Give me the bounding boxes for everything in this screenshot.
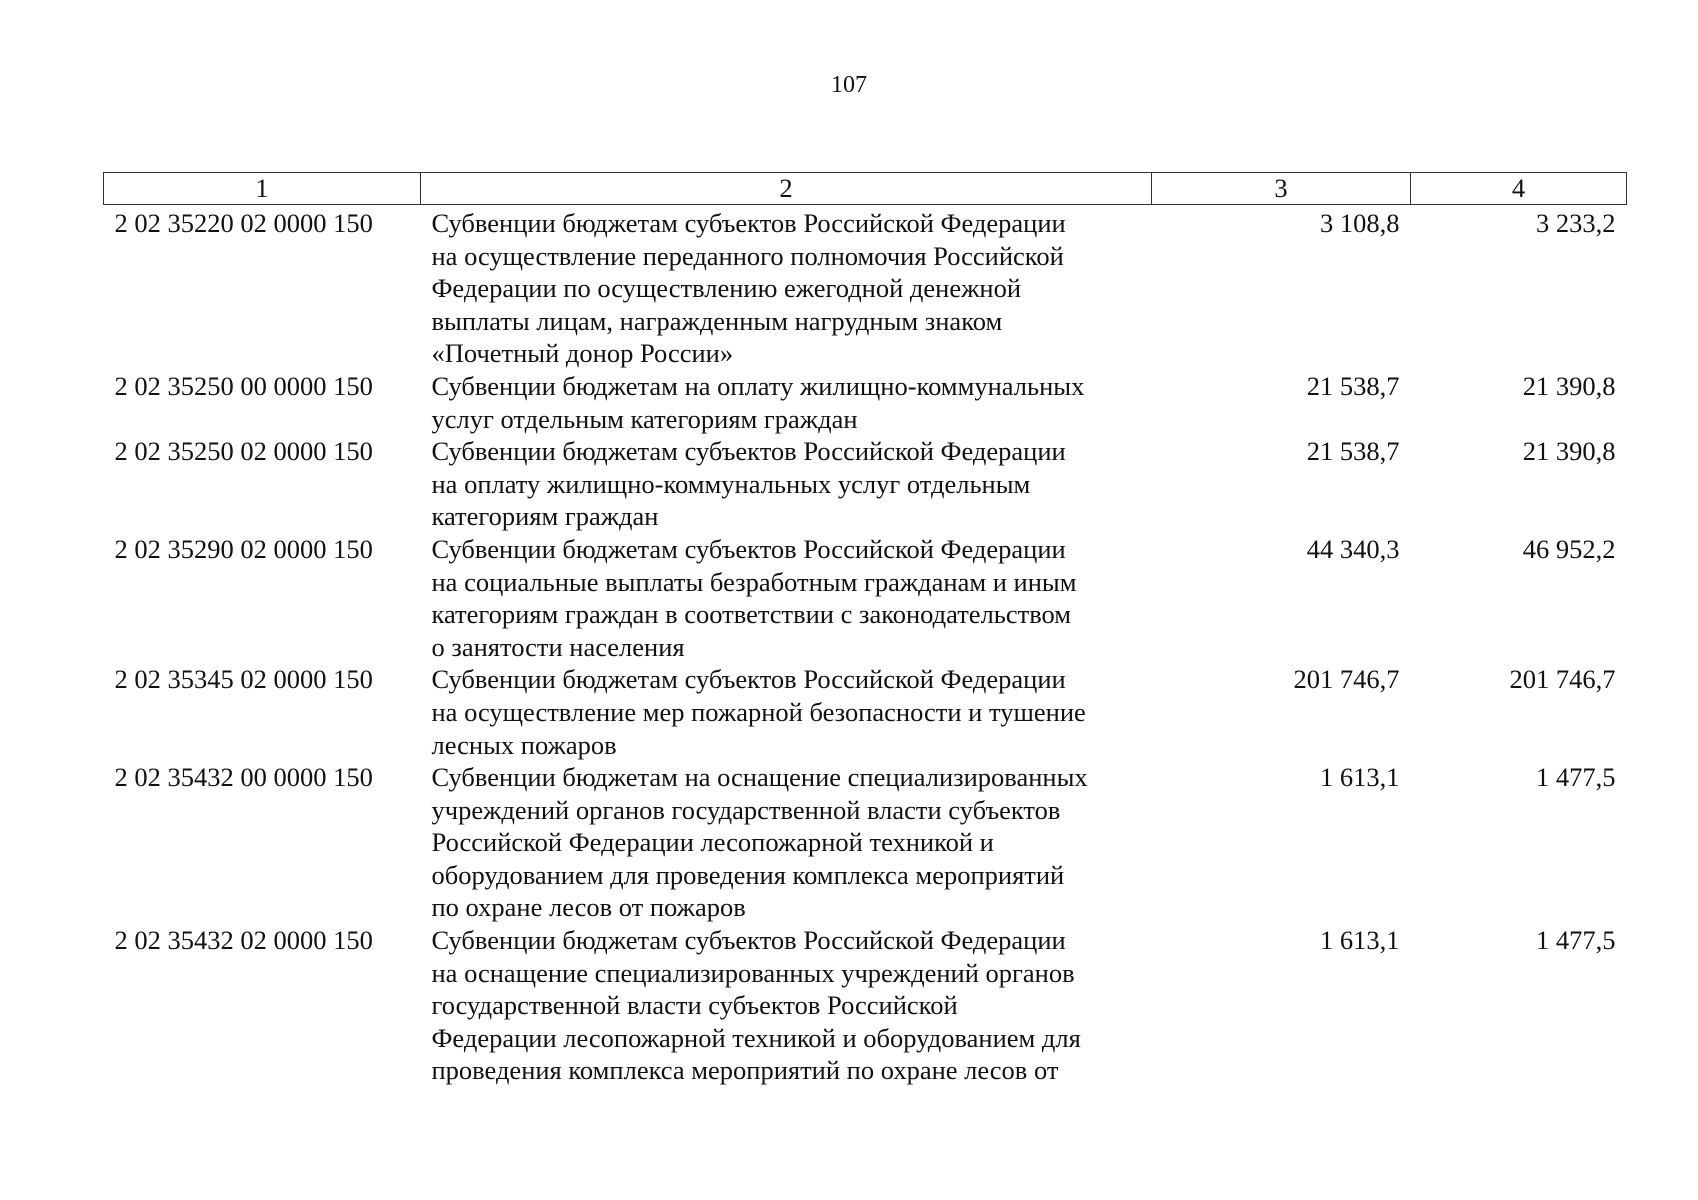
income-description xyxy=(421,924,1152,1087)
amount-col-3: 1 613,1 xyxy=(1320,925,1400,956)
table-row xyxy=(104,370,1627,435)
description-line: категориям граждан в соответствии с законодательством xyxy=(431,599,1072,630)
amount-col-4: 3 233,2 xyxy=(1536,208,1616,238)
table-row xyxy=(104,205,1627,370)
amount-col-4: 1 477,5 xyxy=(1536,925,1616,956)
income-description xyxy=(421,370,1152,435)
table-row xyxy=(104,761,1627,924)
table-body xyxy=(104,205,1627,1088)
header-col-2: 2 xyxy=(421,173,1152,205)
income-code: 2 02 35290 02 0000 150 xyxy=(114,533,373,564)
income-description xyxy=(421,435,1152,533)
header-col-4: 4 xyxy=(1411,173,1627,205)
description-line: Субвенции бюджетам на оплату жилищно-коммунальных xyxy=(431,370,1085,401)
description-line: категориям граждан xyxy=(431,501,659,532)
amount-col-3: 21 538,7 xyxy=(1306,370,1400,401)
income-description xyxy=(421,663,1152,761)
header-row xyxy=(104,173,1627,205)
table-row xyxy=(104,924,1627,1087)
description-line: Федерации по осуществлению ежегодной денежной xyxy=(431,273,1022,304)
description-line: Субвенции бюджетам субъектов Российской Федерации xyxy=(431,533,1066,564)
amount-col-3: 21 538,7 xyxy=(1306,436,1400,467)
description-line: на осуществление переданного полномочия Российской xyxy=(431,240,1064,271)
description-line: на оснащение специализированных учреждений органов xyxy=(431,957,1075,988)
description-line: на оплату жилищно-коммунальных услуг отдельным xyxy=(431,468,1031,499)
income-code: 2 02 35432 00 0000 150 xyxy=(114,762,373,793)
page-number: 107 xyxy=(831,72,867,98)
description-line: оборудованием для проведения комплекса мероприятий xyxy=(431,859,1065,890)
description-line: выплаты лицам, награжденным нагрудным знаком xyxy=(431,305,1003,336)
description-line: на осуществление мер пожарной безопасности и тушение xyxy=(431,696,1086,727)
description-line: государственной власти субъектов Российской xyxy=(431,990,958,1021)
header-col-3: 3 xyxy=(1152,173,1411,205)
description-line: Субвенции бюджетам на оснащение специализированных xyxy=(431,762,1088,793)
description-line: по охране лесов от пожаров xyxy=(431,892,746,923)
description-line: проведения комплекса мероприятий по охране лесов от xyxy=(431,1055,1059,1086)
description-line: Российской Федерации лесопожарной техникой и xyxy=(431,827,994,858)
amount-col-3: 1 613,1 xyxy=(1320,762,1400,793)
description-line: Субвенции бюджетам субъектов Российской Федерации xyxy=(431,925,1066,956)
income-description xyxy=(421,205,1152,370)
income-description xyxy=(421,533,1152,663)
description-line: Субвенции бюджетам субъектов Российской Федерации xyxy=(431,208,1066,238)
income-code: 2 02 35250 00 0000 150 xyxy=(114,370,373,401)
description-line: Субвенции бюджетам субъектов Российской Федерации xyxy=(431,664,1066,695)
description-line: Федерации лесопожарной техникой и оборудованием для xyxy=(431,1022,1081,1053)
income-code: 2 02 35250 02 0000 150 xyxy=(114,436,373,467)
description-line: о занятости населения xyxy=(431,631,685,662)
description-line: учреждений органов государственной власти субъектов xyxy=(431,794,1061,825)
table-row xyxy=(104,663,1627,761)
income-description xyxy=(421,761,1152,924)
income-code: 2 02 35220 02 0000 150 xyxy=(114,208,373,238)
amount-col-4: 46 952,2 xyxy=(1522,533,1616,564)
amount-col-3: 3 108,8 xyxy=(1320,208,1400,238)
table-header xyxy=(104,173,1627,205)
income-code: 2 02 35432 02 0000 150 xyxy=(114,925,373,956)
description-line: услуг отдельным категориям граждан xyxy=(431,403,858,434)
description-line: Субвенции бюджетам субъектов Российской Федерации xyxy=(431,436,1066,467)
description-line: «Почетный донор России» xyxy=(431,338,734,369)
income-code: 2 02 35345 02 0000 150 xyxy=(114,664,373,695)
table-row xyxy=(104,435,1627,533)
amount-col-4: 201 746,7 xyxy=(1509,664,1616,695)
description-line: лесных пожаров xyxy=(431,729,617,760)
table-row xyxy=(104,533,1627,663)
amount-col-3: 44 340,3 xyxy=(1306,533,1400,564)
budget-table xyxy=(103,172,1627,1087)
amount-col-3: 201 746,7 xyxy=(1293,664,1400,695)
header-col-1: 1 xyxy=(104,173,421,205)
amount-col-4: 21 390,8 xyxy=(1522,436,1616,467)
amount-col-4: 1 477,5 xyxy=(1536,762,1616,793)
description-line: на социальные выплаты безработным гражданам и иным xyxy=(431,566,1077,597)
amount-col-4: 21 390,8 xyxy=(1522,370,1616,401)
